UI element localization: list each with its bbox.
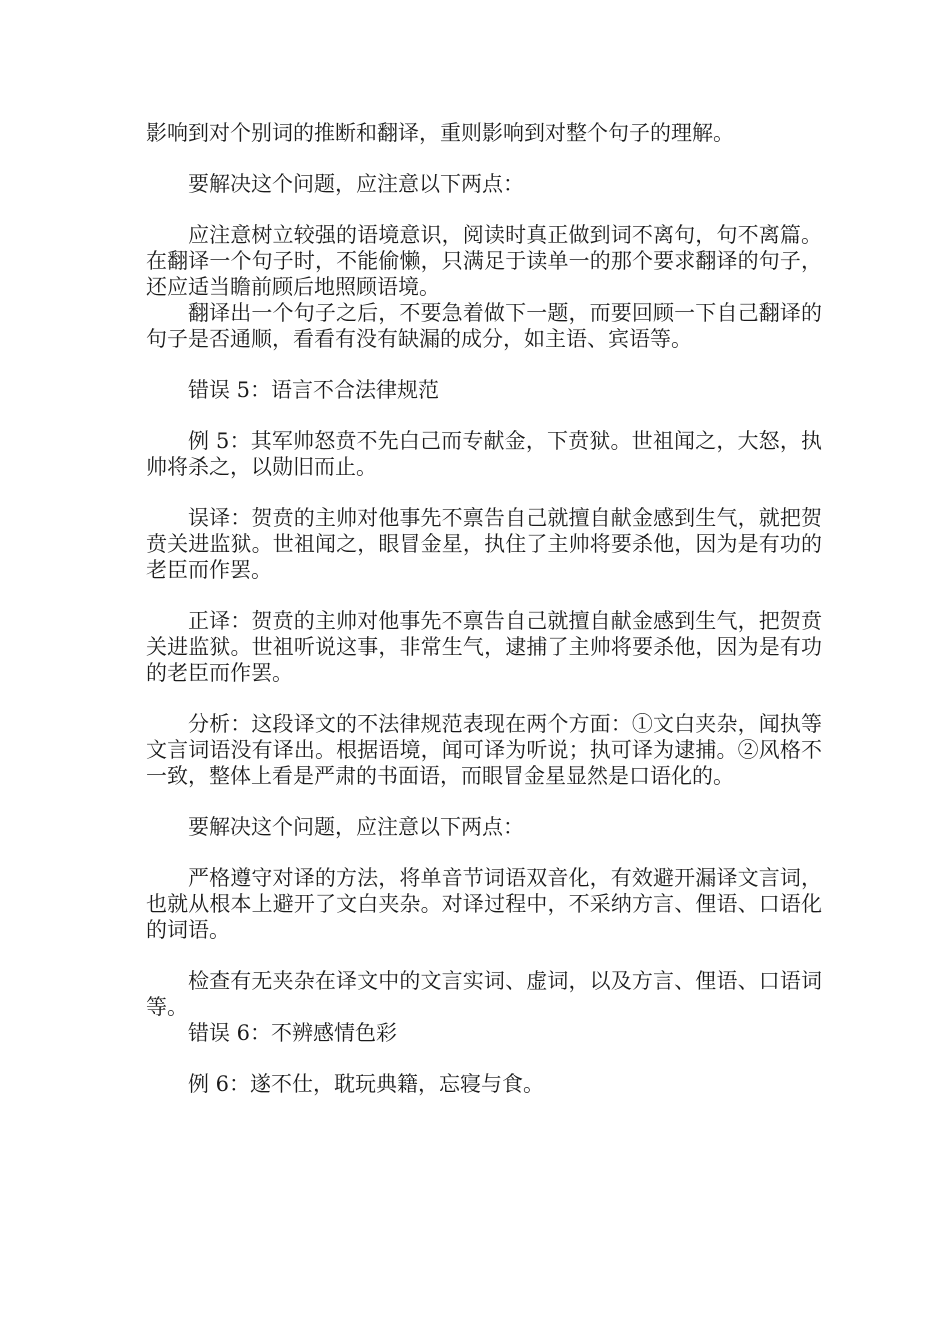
paragraph-example-5: 例 5：其军帅怒贲不先白己而专献金，下贲狱。世祖闻之，大怒，执帅将杀之，以勋旧而止。 <box>146 429 822 479</box>
paragraph-review-translation: 翻译出一个句子之后，不要急着做下一题，而要回顾一下自己翻译的句子是否通顺，看看有没有缺漏的成分，如主语、宾语等。 <box>146 301 822 351</box>
paragraph-example-6: 例 6：遂不仕，耽玩典籍，忘寝与食。 <box>188 1072 545 1096</box>
document-page <box>146 120 822 1097</box>
paragraph-context-awareness: 应注意树立较强的语境意识，阅读时真正做到词不离句，句不离篇。在翻译一个句子时，不能偷懒，只满足于读单一的那个要求翻译的句子，还应适当瞻前顾后地照顾语境。 <box>146 223 822 299</box>
paragraph-correct-translation: 正译：贺贲的主帅对他事先不禀告自己就擅自献金感到生气，把贺贲关进监狱。世祖听说这事，非常生气，逮捕了主帅将要杀他，因为是有功的老臣而作罢。 <box>146 609 822 685</box>
paragraph-strict-method: 严格遵守对译的方法，将单音节词语双音化，有效避开漏译文言词，也就从根本上避开了文白夹杂。对译过程中，不采纳方言、俚语、口语化的词语。 <box>146 866 822 942</box>
paragraph-solution-intro-2: 要解决这个问题，应注意以下两点： <box>188 815 524 839</box>
paragraph-solution-intro: 要解决这个问题，应注意以下两点： <box>188 172 524 196</box>
heading-error-5: 错误 5：语言不合法律规范 <box>188 378 440 402</box>
paragraph-continuation: 影响到对个别词的推断和翻译，重则影响到对整个句子的理解。 <box>146 121 734 145</box>
paragraph-analysis: 分析：这段译文的不法律规范表现在两个方面：①文白夹杂，闻执等文言词语没有译出。根据语境，闻可译为听说；执可译为逮捕。②风格不一致，整体上看是严肃的书面语，而眼冒金星显然是口语化的。 <box>146 712 822 788</box>
paragraph-wrong-translation: 误译：贺贲的主帅对他事先不禀告自己就擅自献金感到生气，就把贺贲关进监狱。世祖闻之，眼冒金星，执住了主帅将要杀他，因为是有功的老臣而作罢。 <box>146 506 822 582</box>
heading-error-6: 错误 6：不辨感情色彩 <box>188 1021 398 1045</box>
paragraph-check-mixing: 检查有无夹杂在译文中的文言实词、虚词，以及方言、俚语、口语词等。 <box>146 969 822 1019</box>
